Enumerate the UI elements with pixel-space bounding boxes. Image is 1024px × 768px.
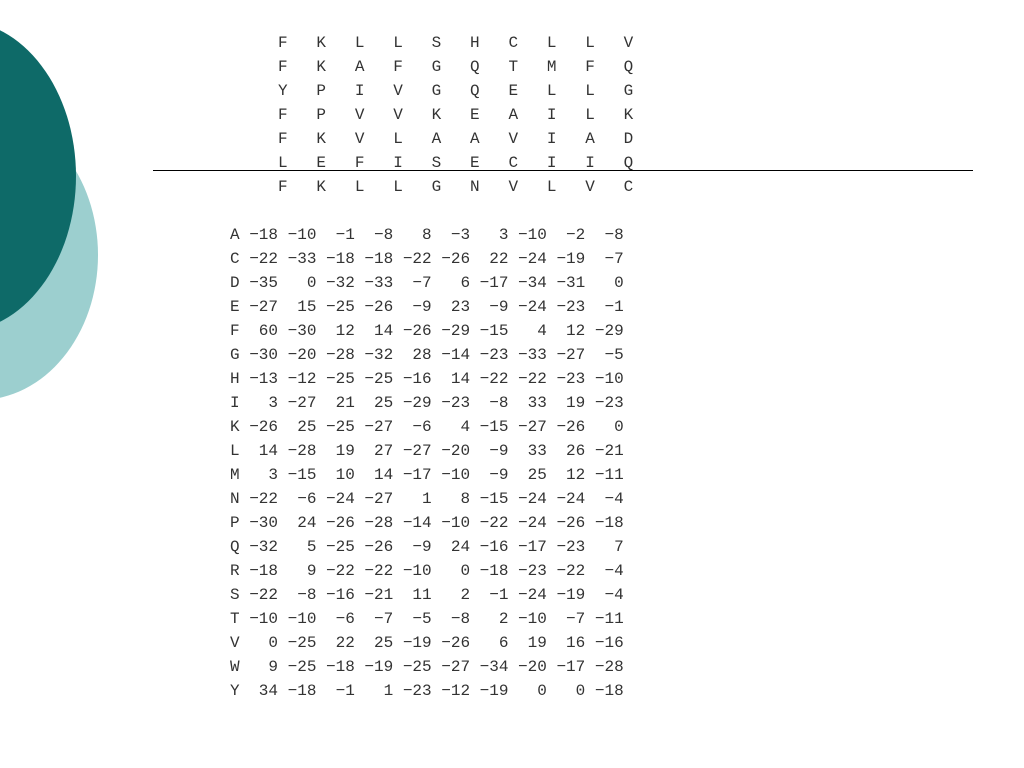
matrix-row: P −30 24 −26 −28 −14 −10 −22 −24 −26 −18 (230, 514, 624, 532)
matrix-row: K −26 25 −25 −27 −6 4 −15 −27 −26 0 (230, 418, 624, 436)
alignment-sequence: Y P I V G Q E L L G (230, 82, 634, 100)
alignment-sequence: F P V V K E A I L K (230, 106, 634, 124)
matrix-row: C −22 −33 −18 −18 −22 −26 22 −24 −19 −7 (230, 250, 624, 268)
matrix-row: H −13 −12 −25 −25 −16 14 −22 −22 −23 −10 (230, 370, 624, 388)
profile-score-matrix (230, 223, 624, 703)
matrix-row: W 9 −25 −18 −19 −25 −27 −34 −20 −17 −28 (230, 658, 624, 676)
matrix-row: R −18 9 −22 −22 −10 0 −18 −23 −22 −4 (230, 562, 624, 580)
matrix-row: D −35 0 −32 −33 −7 6 −17 −34 −31 0 (230, 274, 624, 292)
matrix-row: Q −32 5 −25 −26 −9 24 −16 −17 −23 7 (230, 538, 624, 556)
alignment-sequence: L E F I S E C I I Q (230, 154, 634, 172)
alignment-sequence: F K A F G Q T M F Q (230, 58, 634, 76)
matrix-row: V 0 −25 22 25 −19 −26 6 19 16 −16 (230, 634, 624, 652)
matrix-row: Y 34 −18 −1 1 −23 −12 −19 0 0 −18 (230, 682, 624, 700)
matrix-row: E −27 15 −25 −26 −9 23 −9 −24 −23 −1 (230, 298, 624, 316)
alignment-sequence: F K L L S H C L L V (230, 34, 634, 52)
alignment-sequence: F K V L A A V I A D (230, 130, 634, 148)
matrix-row: G −30 −20 −28 −32 28 −14 −23 −33 −27 −5 (230, 346, 624, 364)
matrix-row: F 60 −30 12 14 −26 −29 −15 4 12 −29 (230, 322, 624, 340)
matrix-row: A −18 −10 −1 −8 8 −3 3 −10 −2 −8 (230, 226, 624, 244)
matrix-row: L 14 −28 19 27 −27 −20 −9 33 26 −21 (230, 442, 624, 460)
matrix-row: S −22 −8 −16 −21 11 2 −1 −24 −19 −4 (230, 586, 624, 604)
matrix-row: T −10 −10 −6 −7 −5 −8 2 −10 −7 −11 (230, 610, 624, 628)
alignment-divider (153, 170, 973, 171)
alignment-consensus: F K L L G N V L V C (230, 178, 634, 196)
matrix-row: I 3 −27 21 25 −29 −23 −8 33 19 −23 (230, 394, 624, 412)
sequence-alignment (230, 31, 633, 199)
matrix-row: M 3 −15 10 14 −17 −10 −9 25 12 −11 (230, 466, 624, 484)
matrix-row: N −22 −6 −24 −27 1 8 −15 −24 −24 −4 (230, 490, 624, 508)
